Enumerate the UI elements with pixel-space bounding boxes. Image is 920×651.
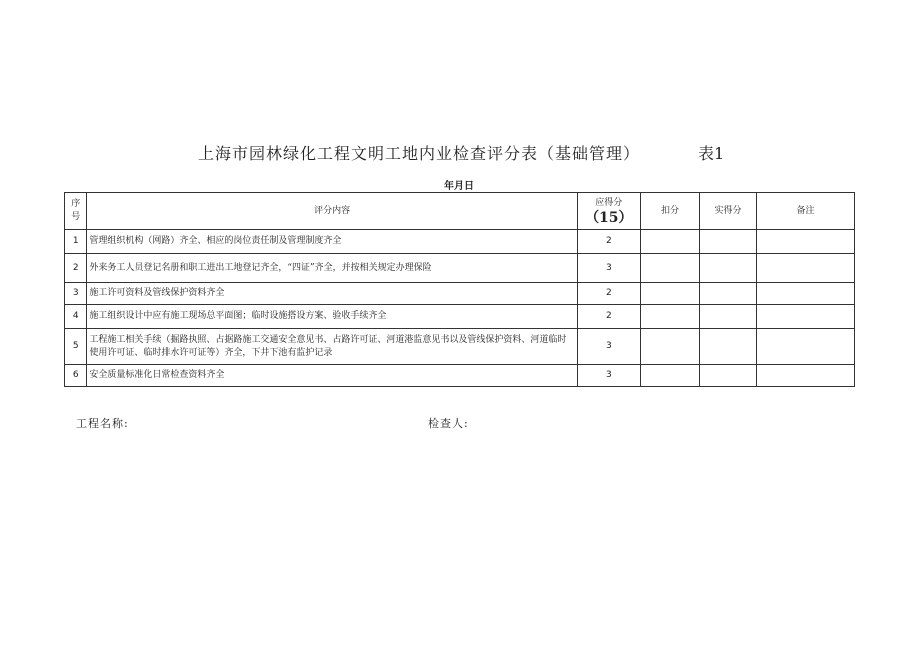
project-name-label: 工程名称:: [76, 417, 129, 430]
table-row: [65, 365, 855, 387]
row-no: 2: [65, 254, 87, 283]
header-standard-label: 应得分: [595, 197, 623, 208]
row-no: 5: [65, 329, 87, 365]
row-actual-cell[interactable]: [700, 254, 757, 283]
document-title: 上海市园林绿化工程文明工地内业检查评分表（基础管理）: [198, 144, 641, 163]
row-content: 外来务工人员登记名册和职工进出工地登记齐全，“四证”齐全，并按相关规定办理保险: [87, 254, 577, 283]
row-standard-score: 3: [577, 254, 640, 283]
row-content: 施工许可资料及管线保护资料齐全: [87, 283, 577, 305]
row-content: 施工组织设计中应有施工现场总平面图；临时设施搭设方案、验收手续齐全: [87, 305, 577, 329]
table-row: [65, 283, 855, 305]
row-deduct-cell[interactable]: [640, 230, 699, 254]
row-no: 3: [65, 283, 87, 305]
row-actual-cell[interactable]: [700, 305, 757, 329]
header-actual: 实得分: [700, 193, 757, 230]
header-standard-total: （15）: [585, 209, 633, 226]
table-header-row: [65, 193, 855, 230]
row-no: 1: [65, 230, 87, 254]
row-standard-score: 2: [577, 283, 640, 305]
row-no: 6: [65, 365, 87, 387]
header-standard-score: [577, 193, 640, 230]
inspector-label: 检查人:: [428, 417, 469, 430]
row-standard-score: 2: [577, 305, 640, 329]
row-content: 安全质量标准化日常检查资料齐全: [87, 365, 577, 387]
row-standard-score: 2: [577, 230, 640, 254]
row-standard-score: 3: [577, 329, 640, 365]
header-no: 序号: [65, 193, 87, 230]
row-deduct-cell[interactable]: [640, 329, 699, 365]
row-deduct-cell[interactable]: [640, 365, 699, 387]
header-content: 评分内容: [87, 193, 577, 230]
date-line: 年月日: [444, 181, 474, 192]
row-actual-cell[interactable]: [700, 230, 757, 254]
table-number: 表1: [698, 144, 725, 163]
row-note-cell[interactable]: [757, 365, 855, 387]
row-note-cell[interactable]: [757, 283, 855, 305]
scoring-table: [64, 192, 855, 387]
row-deduct-cell[interactable]: [640, 283, 699, 305]
row-deduct-cell[interactable]: [640, 305, 699, 329]
row-actual-cell[interactable]: [700, 365, 757, 387]
table-row: [65, 230, 855, 254]
row-standard-score: 3: [577, 365, 640, 387]
row-actual-cell[interactable]: [700, 329, 757, 365]
table-row: [65, 305, 855, 329]
table-row: [65, 254, 855, 283]
row-note-cell[interactable]: [757, 305, 855, 329]
row-note-cell[interactable]: [757, 329, 855, 365]
table-row: [65, 329, 855, 365]
row-deduct-cell[interactable]: [640, 254, 699, 283]
row-no: 4: [65, 305, 87, 329]
row-content: 管理组织机构（网路）齐全、相应的岗位责任制及管理制度齐全: [87, 230, 577, 254]
header-deduct: 扣分: [640, 193, 699, 230]
row-content: 工程施工相关手续（掘路执照、占据路施工交通安全意见书、占路许可证、河道港监意见书以及管线保护资料、河道临时使用许可证、临时排水许可证等）齐全，下井下池有监护记录: [87, 329, 577, 365]
header-note: 备注: [757, 193, 855, 230]
row-actual-cell[interactable]: [700, 283, 757, 305]
row-note-cell[interactable]: [757, 254, 855, 283]
row-note-cell[interactable]: [757, 230, 855, 254]
